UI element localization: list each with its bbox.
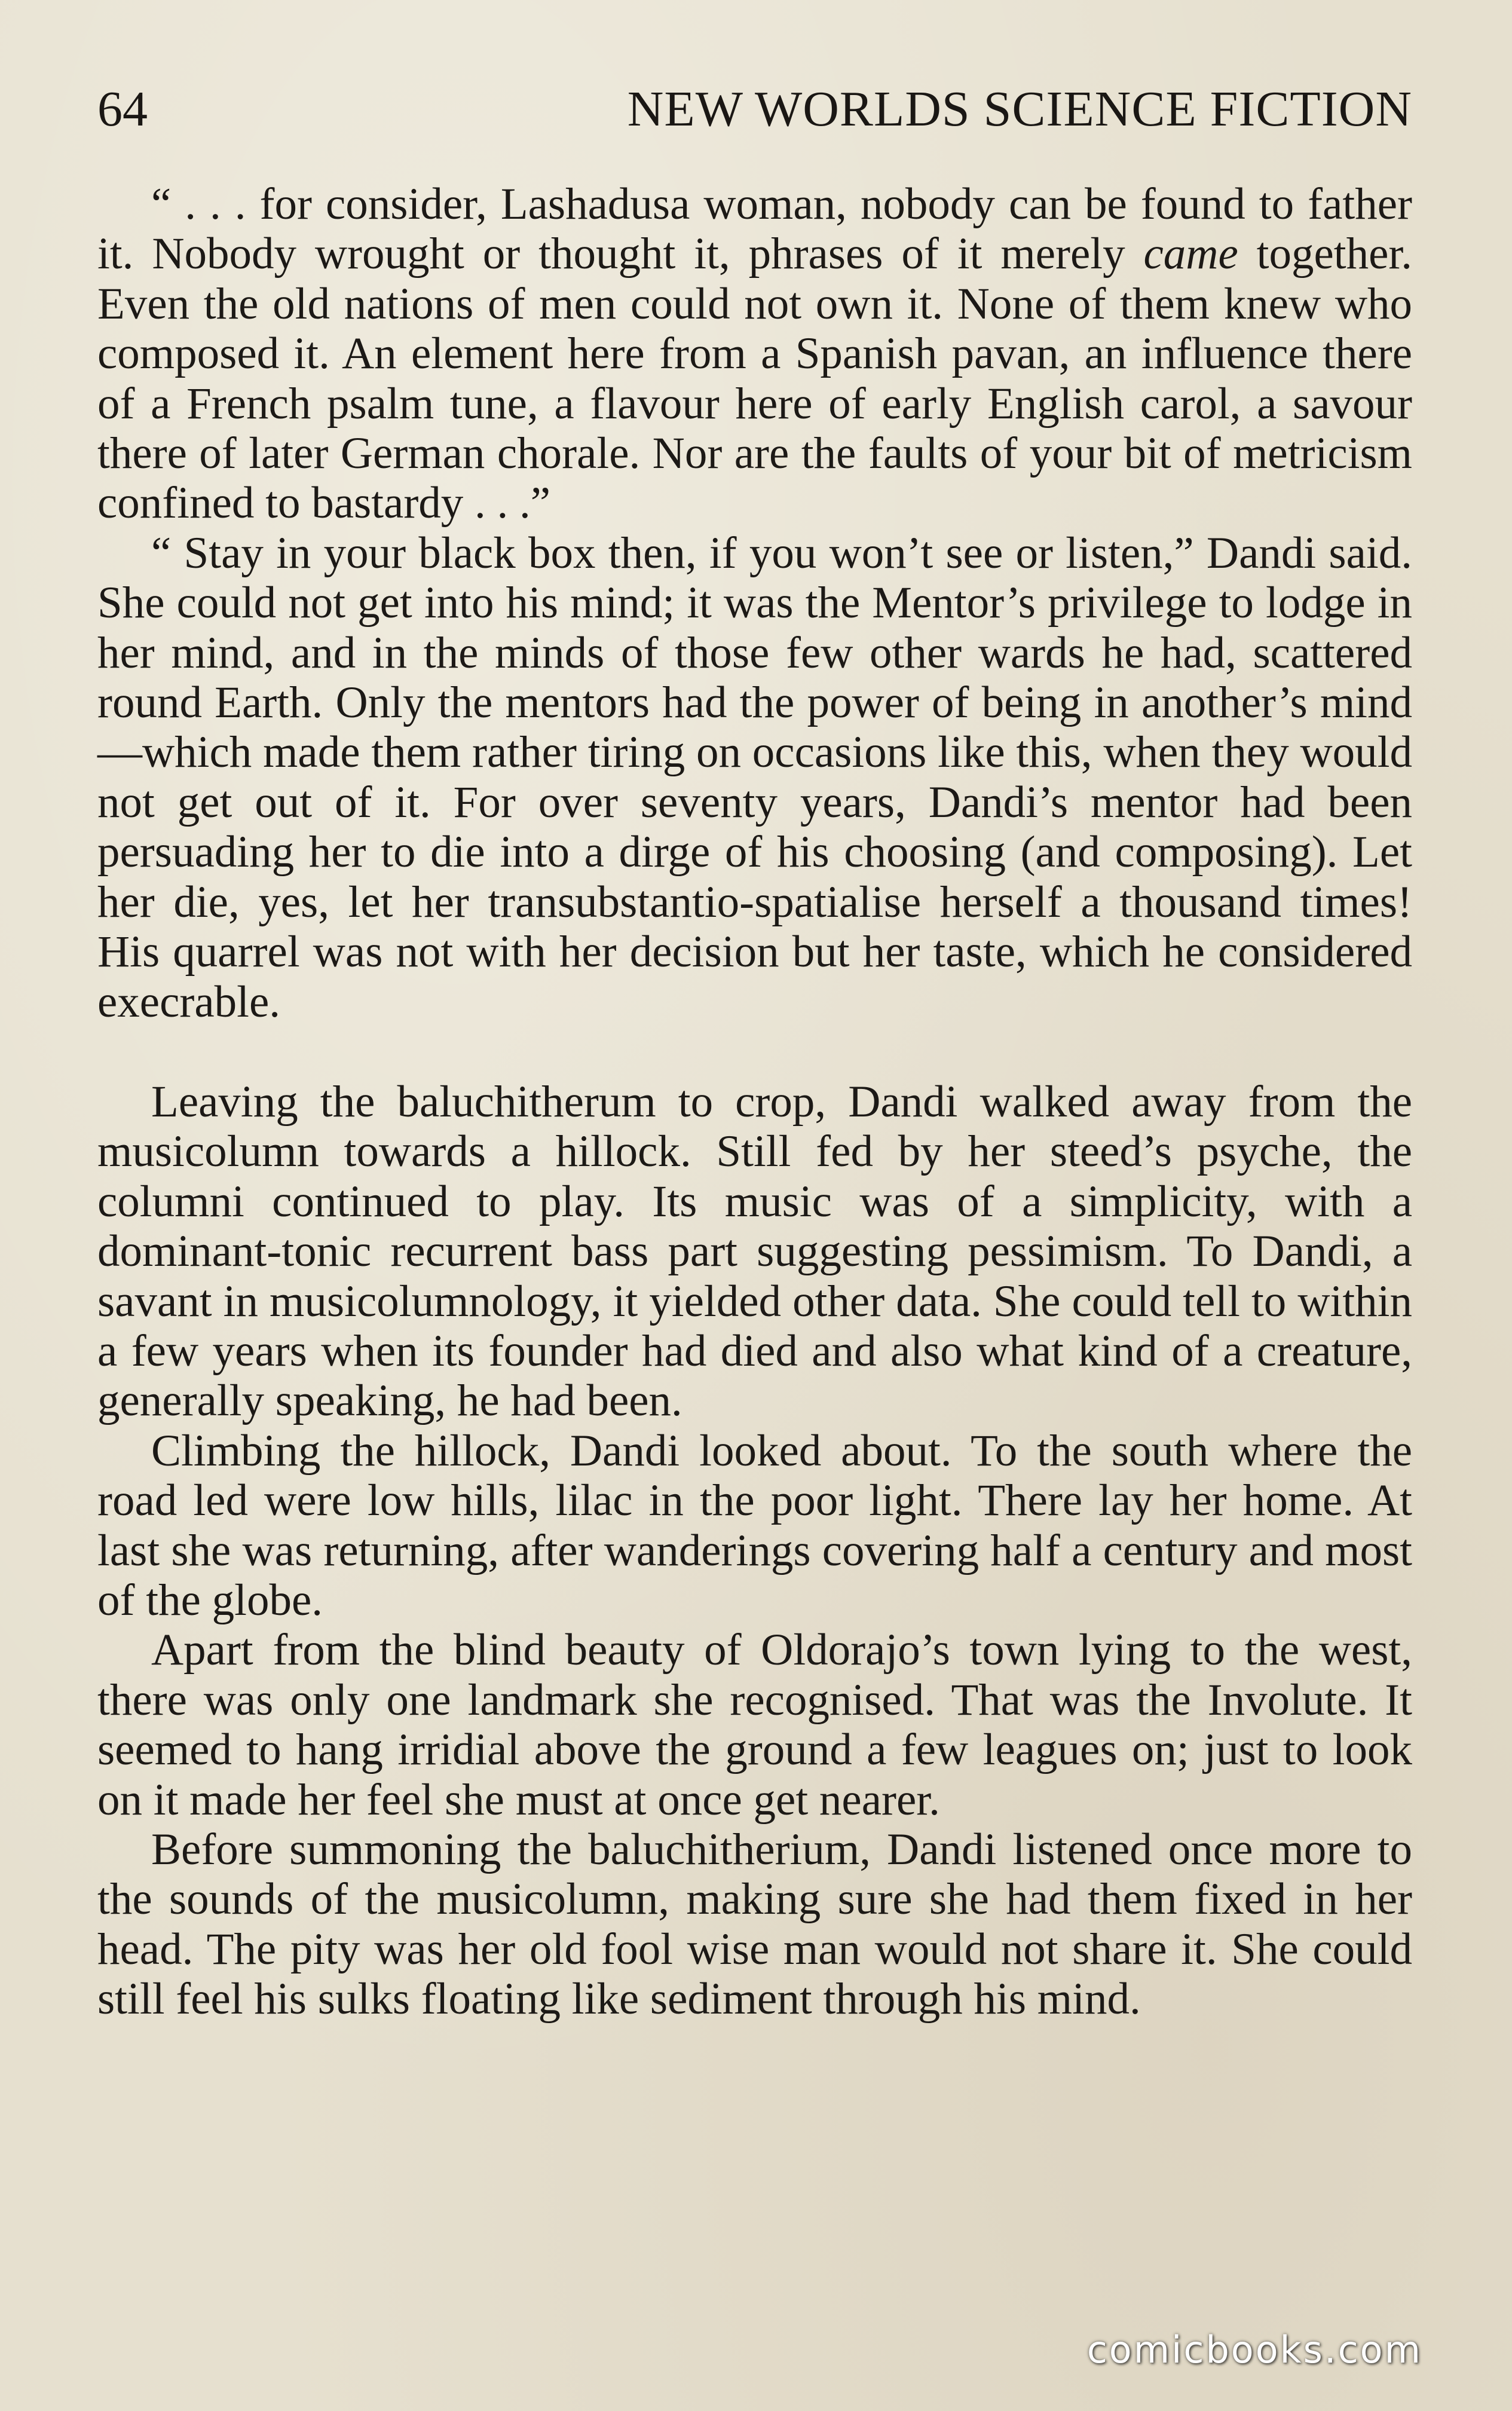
paragraph: Before summoning the baluchitherium, Dandi listened once more to the sounds of the musicolumn, making sure she had them fixed in her head. The pity was her old fool wise man would not share it. She could still feel his sulks floating like sediment through his mind. xyxy=(97,1825,1412,2024)
body-text xyxy=(97,179,1412,2024)
page-header xyxy=(97,77,1412,142)
paragraph: Apart from the blind beauty of Oldorajo’s town lying to the west, there was only one landmark she recognised. That was the Involute. It seemed to hang irridial above the ground a few leagues on; just to look on it made her feel she must at once get nearer. xyxy=(97,1625,1412,1825)
page-number: 64 xyxy=(97,81,148,137)
watermark: comicbooks.com xyxy=(1086,2328,1422,2372)
paragraph-text: “ . . . for consider, Lashadusa woman, nobody can be found to father it. Nobody wrought or thought it, phrases of it merely xyxy=(97,179,1412,279)
paragraph: Climbing the hillock, Dandi looked about. To the south where the road led were low hills, lilac in the poor light. There lay her home. At last she was returning, after wanderings covering half a century and most of the globe. xyxy=(97,1425,1412,1625)
paragraph xyxy=(97,528,1412,1027)
paragraph xyxy=(97,179,1412,528)
emphasis-text: came xyxy=(1143,229,1238,279)
paragraph: Leaving the baluchitherum to crop, Dandi walked away from the musicolumn towards a hillock. Still fed by her steed’s psyche, the columni continued to play. Its music was of a simplicity, with a dominant-tonic recurrent bass part suggesting pessimism. To Dandi, a savant in musicolumnology, it yielded other data. She could tell to within a few years when its founder had died and also what kind of a creature, generally speaking, he had been. xyxy=(97,1076,1412,1426)
section-break xyxy=(97,1027,1412,1077)
running-head: NEW WORLDS SCIENCE FICTION xyxy=(627,81,1412,137)
paragraph-text: together. Even the old nations of men could not own it. None of them knew who composed it. An element here from a Spanish pavan, an influence there of a French psalm tune, a flavour here of early English carol, a savour there of later German chorale. Nor are the faults of your bit of metricism confined to bastardy . . .” xyxy=(97,229,1412,528)
paragraph-text: “ Stay in your black box then, if you won’t see or listen,” Dandi said. She could not get into his mind; it was the Mentor’s privilege to lodge in her mind, and in the minds of those few other wards he had, scattered round Earth. Only the mentors had the power of being in another’s mind—which made them rather tiring on occasions like this, when they would not get out of it. For over seventy years, Dandi’s mentor had been persuading her to die into a dirge of his choosing (and composing). Let her die, yes, let her transubstantio-spatialise herself a thousand times! His quarrel was not with her decision but her taste, which he considered execrable. xyxy=(97,528,1412,1027)
